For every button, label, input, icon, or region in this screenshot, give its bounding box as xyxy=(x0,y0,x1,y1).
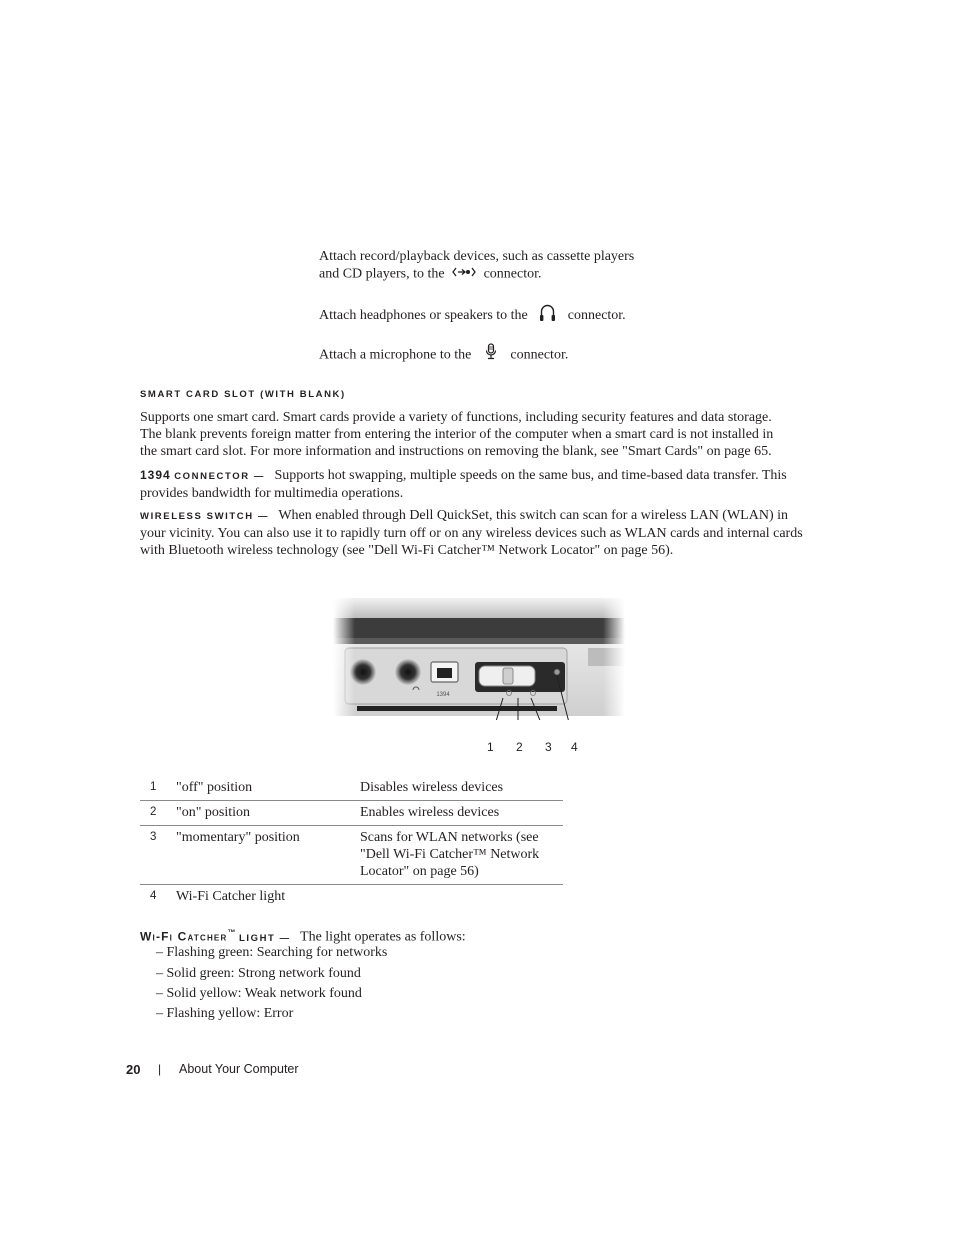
legend-term: "on" position xyxy=(176,801,360,826)
line-in-text-1: Attach record/playback devices, such as cassette players xyxy=(319,249,635,264)
callout-number: 3 xyxy=(545,740,552,754)
headphone-text-b: connector. xyxy=(567,308,626,324)
table-row xyxy=(140,801,563,826)
smart-card-line: the smart card slot. For more information and instructions on removing the blank, see "Smart Cards" on page 65. xyxy=(140,444,772,459)
legend-number: 4 xyxy=(150,890,157,902)
microphone-description xyxy=(319,344,568,367)
legend-description xyxy=(360,826,563,885)
smart-card-heading: SMART CARD SLOT (WITH BLANK) xyxy=(140,389,346,400)
list-item: – Solid green: Strong network found xyxy=(156,966,361,981)
ieee1394-text: Supports hot swapping, multiple speeds on the same bus, and time-based data transfer. This xyxy=(274,468,787,483)
table-row xyxy=(140,776,563,801)
legend-description-line: Scans for WLAN networks (see xyxy=(360,830,539,845)
ieee1394-line-1 xyxy=(140,467,816,485)
wireless-switch-line-2: your vicinity. You can also use it to rapidly turn off or on any wireless devices such as WLAN cards and internal cards xyxy=(140,526,803,541)
wifi-light-intro: The light operates as follows: xyxy=(300,929,466,945)
wireless-switch-photo xyxy=(333,598,625,720)
legend-number: 2 xyxy=(140,801,176,826)
headphone-icon xyxy=(539,303,556,327)
mic-text-a: Attach a microphone to the xyxy=(319,347,472,363)
legend-description-line: Locator" on page 56) xyxy=(360,864,479,879)
table-row xyxy=(140,826,563,885)
trademark-symbol: ™ xyxy=(227,928,236,937)
microphone-icon xyxy=(485,343,497,366)
svg-text:1394: 1394 xyxy=(436,692,450,698)
ieee1394-line-2: provides bandwidth for multimedia operations. xyxy=(140,486,404,501)
legend-description xyxy=(360,885,563,910)
line-in-icon xyxy=(452,265,476,284)
line-in-description xyxy=(319,248,634,284)
legend-number: 1 xyxy=(140,776,176,801)
smart-card-line: The blank prevents foreign matter from entering the interior of the computer when a smart card is not installed in xyxy=(140,427,774,442)
callout-number: 2 xyxy=(516,740,523,754)
line-in-text-2b: connector. xyxy=(483,266,542,282)
callout-legend-table xyxy=(140,776,563,909)
callout-number: 1 xyxy=(487,740,494,754)
wifi-light-heading-a: Wi-Fi Catcher xyxy=(140,929,228,944)
legend-description-line: "Dell Wi-Fi Catcher™ Network xyxy=(360,847,540,862)
legend-description-line: Disables wireless devices xyxy=(360,780,504,795)
smart-card-line: Supports one smart card. Smart cards provide a variety of functions, including security features and data storage. xyxy=(140,410,772,425)
legend-description-line: Enables wireless devices xyxy=(360,805,500,820)
ieee1394-paragraph xyxy=(140,467,816,502)
wireless-switch-text: When enabled through Dell QuickSet, this switch can scan for a wireless LAN (WLAN) in xyxy=(278,508,788,523)
list-item: – Flashing green: Searching for networks xyxy=(156,945,388,960)
footer-separator: | xyxy=(158,1062,162,1076)
wifi-light-heading-b: LIGHT — xyxy=(238,932,291,944)
wireless-switch-heading: WIRELESS SWITCH — xyxy=(140,511,270,522)
list-item: – Solid yellow: Weak network found xyxy=(156,986,362,1001)
line-in-text-2 xyxy=(319,265,634,284)
legend-term: Wi-Fi Catcher light xyxy=(176,889,286,904)
line-in-text-2a: and CD players, to the xyxy=(319,266,445,282)
legend-term: "momentary" position xyxy=(176,826,360,885)
list-item: – Flashing yellow: Error xyxy=(156,1006,294,1021)
smart-card-paragraph xyxy=(140,409,816,460)
footer-section-title: About Your Computer xyxy=(179,1062,299,1076)
legend-number: 3 xyxy=(140,826,176,885)
headphone-text-a: Attach headphones or speakers to the xyxy=(319,308,528,324)
wireless-switch-paragraph xyxy=(140,507,816,559)
ieee1394-heading-word: CONNECTOR — xyxy=(174,471,265,482)
page-number: 20 xyxy=(126,1062,141,1077)
table-row xyxy=(140,885,563,910)
legend-description xyxy=(360,801,563,826)
legend-description xyxy=(360,776,563,801)
headphone-description xyxy=(319,304,626,328)
callout-number: 4 xyxy=(571,740,578,754)
legend-term: "off" position xyxy=(176,776,360,801)
wireless-switch-line-3: with Bluetooth wireless technology (see "Dell Wi-Fi Catcher™ Network Locator" on page 56). xyxy=(140,543,674,558)
mic-text-b: connector. xyxy=(510,347,569,363)
ieee1394-heading-num: 1394 xyxy=(140,468,171,482)
wireless-switch-line-1 xyxy=(140,507,816,525)
